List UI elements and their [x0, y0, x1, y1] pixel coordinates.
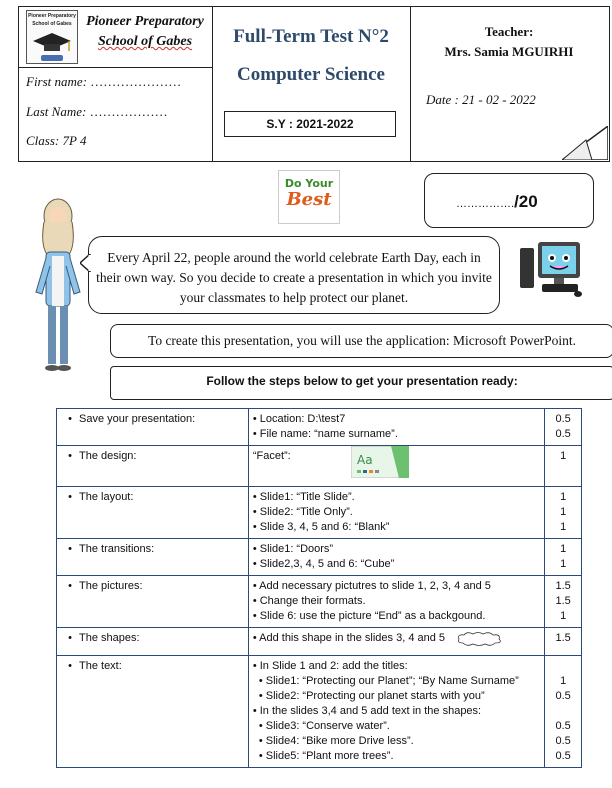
score-blank: ……………. [456, 198, 515, 210]
step-details-cell [248, 446, 544, 487]
step-label: The shapes: [79, 632, 140, 644]
step-detail-text: • Change their formats. [252, 595, 366, 607]
step-detail [253, 520, 540, 535]
step-detail [253, 505, 540, 520]
subject-title: Computer Science [237, 64, 385, 85]
score [456, 192, 538, 212]
step-detail-text: • Add necessary pictutres to slide 1, 2, 3, 4 and 5 [252, 580, 491, 592]
step-points: 0.5 [555, 428, 571, 440]
step-points-cell [545, 628, 582, 656]
step-detail [253, 719, 540, 734]
last-name-value: ……………… [89, 104, 168, 119]
table-row [57, 487, 582, 539]
folded-corner-icon [562, 126, 608, 160]
step-details-cell [248, 539, 544, 576]
badge-line2: Best [286, 189, 332, 210]
class-value: 7P 4 [62, 133, 87, 148]
last-name-label: Last Name: [26, 104, 87, 119]
steps-table-body [57, 409, 582, 768]
header-divider [212, 7, 213, 161]
step-label-cell [57, 656, 249, 768]
step-detail [253, 674, 540, 689]
step-points: 1.5 [555, 580, 571, 592]
step-points: 1 [560, 610, 567, 622]
first-name-label: First name: [26, 74, 88, 89]
instruction-text: Follow the steps below to get your presentation ready: [206, 374, 518, 388]
step-points: 0.5 [555, 720, 571, 732]
step-points: 1 [560, 543, 567, 555]
step-points: 1 [560, 450, 567, 462]
test-title: Full-Term Test N°2 [233, 26, 389, 47]
step-detail [253, 427, 540, 442]
table-row [57, 656, 582, 768]
step-detail-text: • Add this shape in the slides 3, 4 and 5 [252, 632, 446, 644]
step-label: The text: [79, 660, 122, 672]
teacher-label: Teacher: [484, 24, 534, 39]
step-label: The transitions: [79, 543, 155, 555]
bullet-icon: • [68, 660, 72, 672]
step-detail [253, 659, 540, 674]
teacher-block [414, 22, 604, 62]
step-label: The design: [79, 450, 137, 462]
step-detail [253, 542, 540, 557]
application-text: To create this presentation, you will use the application: Microsoft PowerPoint. [148, 333, 576, 348]
step-detail [253, 490, 540, 505]
graduation-cap-icon [27, 27, 77, 63]
last-name-field[interactable] [26, 104, 168, 120]
step-detail-text: • In Slide 1 and 2: add the titles: [252, 660, 408, 672]
bullet-icon: • [68, 543, 72, 555]
step-details-cell [248, 487, 544, 539]
step-points: 1 [560, 521, 567, 533]
do-your-best-badge [278, 170, 340, 224]
step-detail [253, 579, 540, 594]
step-details-cell [248, 409, 544, 446]
step-points-cell [545, 656, 582, 768]
step-points: 0.5 [555, 735, 571, 747]
step-detail [253, 594, 540, 609]
logo-text: School of Gabes [32, 21, 72, 27]
step-detail-text: • Slide1: “Doors” [252, 543, 334, 555]
step-detail-text: • Slide5: “Plant more trees”. [258, 750, 394, 762]
step-points: 0.5 [555, 690, 571, 702]
step-points: 1.5 [555, 595, 571, 607]
step-points: 1.5 [555, 632, 571, 644]
step-label: The layout: [79, 491, 134, 503]
step-details-cell [248, 656, 544, 768]
step-detail-text: • File name: “name surname”. [252, 428, 398, 440]
teacher-girl-illustration [30, 196, 86, 374]
bullet-icon: • [68, 413, 72, 425]
step-detail-text: • Slide2: “Protecting our planet starts with you” [258, 690, 485, 702]
step-points: 1 [560, 558, 567, 570]
step-detail-text: • Slide1: “Title Slide”. [252, 491, 355, 503]
step-detail [253, 749, 540, 764]
school-name-line1: Pioneer Preparatory [86, 14, 204, 29]
step-detail [253, 557, 540, 572]
svg-text:Aa: Aa [356, 453, 373, 467]
school-name-line2: School of Gabes [97, 34, 193, 49]
table-row [57, 409, 582, 446]
intro-paragraph: Every April 22, people around the world celebrate Earth Day, each in their own way. So you decide to create a presentation in which you invite your classmates to help protect our planet. [96, 250, 492, 305]
step-label: The pictures: [79, 580, 143, 592]
step-detail [253, 412, 540, 427]
first-name-field[interactable] [26, 74, 181, 90]
step-detail [253, 734, 540, 749]
step-points: 0.5 [555, 413, 571, 425]
school-name [80, 12, 210, 52]
step-label-cell [57, 628, 249, 656]
step-points-cell [545, 576, 582, 628]
cloud-shape-icon [445, 631, 505, 652]
school-year-box: S.Y : 2021-2022 [224, 111, 396, 137]
step-detail [253, 631, 540, 652]
step-points-cell [545, 409, 582, 446]
score-total: /20 [514, 192, 538, 211]
step-detail-text: • Slide3: “Conserve water”. [258, 720, 390, 732]
header-divider [410, 7, 411, 161]
step-label-cell [57, 446, 249, 487]
step-label-cell [57, 539, 249, 576]
first-name-value: ………………… [90, 74, 182, 89]
table-row [57, 628, 582, 656]
step-detail-text: • Location: D:\test7 [252, 413, 346, 425]
step-points [549, 704, 577, 719]
step-label-cell [57, 576, 249, 628]
date-value: 21 - 02 - 2022 [462, 92, 536, 107]
bullet-icon: • [68, 491, 72, 503]
step-detail-text: “Facet”: [252, 450, 291, 462]
table-row [57, 576, 582, 628]
computer-mascot-illustration [518, 240, 584, 300]
table-row [57, 446, 582, 487]
step-points-cell [545, 446, 582, 487]
step-detail-text: • Slide 6: use the picture “End” as a backgound. [252, 610, 486, 622]
step-label: Save your presentation: [79, 413, 196, 425]
step-detail-text: • In the slides 3,4 and 5 add text in the shapes: [252, 705, 482, 717]
date-label: Date : [426, 92, 459, 107]
step-points: 1 [560, 675, 567, 687]
step-points: 1 [560, 506, 567, 518]
step-points-cell [545, 487, 582, 539]
step-label-cell [57, 409, 249, 446]
teacher-name: Mrs. Samia MGUIRHI [444, 44, 574, 59]
bullet-icon: • [68, 450, 72, 462]
logo-text: Pioneer Preparatory [28, 13, 76, 19]
facet-theme-thumbnail [291, 449, 409, 483]
step-details-cell [248, 576, 544, 628]
step-points [549, 659, 577, 674]
step-detail-text: • Slide 3, 4, 5 and 6: “Blank” [252, 521, 390, 533]
step-detail-text: • Slide2: “Title Only”. [252, 506, 353, 518]
class-field [26, 133, 86, 149]
step-detail-text: • Slide4: “Bike more Drive less”. [258, 735, 414, 747]
step-detail [253, 449, 540, 483]
step-detail [253, 704, 540, 719]
step-label-cell [57, 487, 249, 539]
bullet-icon: • [68, 632, 72, 644]
date [426, 92, 536, 108]
step-points: 1 [560, 491, 567, 503]
step-details-cell [248, 628, 544, 656]
step-detail-text: • Slide1: “Protecting our Planet”; “By Name Surname” [258, 675, 519, 687]
callout-pointer-icon [80, 254, 92, 272]
table-row [57, 539, 582, 576]
bullet-icon: • [68, 580, 72, 592]
step-detail [253, 689, 540, 704]
badge-line1: Do Your [284, 177, 334, 190]
school-logo [26, 10, 78, 64]
step-detail-text: • Slide2,3, 4, 5 and 6: “Cube” [252, 558, 395, 570]
step-points: 0.5 [555, 750, 571, 762]
step-detail [253, 609, 540, 624]
steps-table [56, 408, 582, 768]
class-label: Class: [26, 133, 60, 148]
step-points-cell [545, 539, 582, 576]
